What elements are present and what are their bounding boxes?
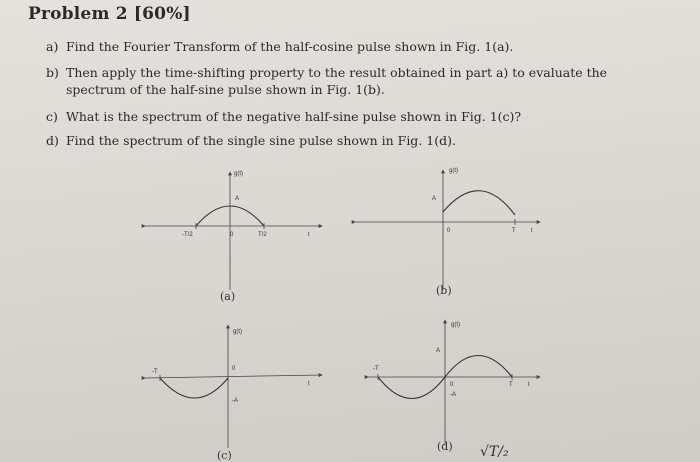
figure-b-amplitude: A xyxy=(432,196,437,202)
figure-d-negT: -T xyxy=(373,366,379,372)
figure-c-time-axis xyxy=(145,375,322,378)
figure-c-zero: 0 xyxy=(232,366,236,372)
figure-d-amplitude: A xyxy=(436,348,441,354)
question-c-label: c) xyxy=(46,109,58,124)
figure-d-t: t xyxy=(528,382,530,388)
question-d-label: d) xyxy=(46,133,59,148)
figure-d-ylabel: g(t) xyxy=(451,322,460,328)
figure-b-ylabel: g(t) xyxy=(449,168,458,174)
handwritten-note: √T/₂ xyxy=(480,444,509,460)
figure-b-caption: (b) xyxy=(436,284,452,297)
question-a-text: Find the Fourier Transform of the half-cosine pulse shown in Fig. 1(a). xyxy=(66,39,514,54)
question-a-label: a) xyxy=(46,39,59,54)
figure-d-zero: 0 xyxy=(450,382,454,388)
figure-a-amplitude: A xyxy=(235,196,240,202)
figure-c-ylabel: g(t) xyxy=(233,329,242,335)
figure-d-T: T xyxy=(509,382,513,388)
problem-title: Problem 2 [60%] xyxy=(28,4,191,24)
question-b-label: b) xyxy=(46,65,59,80)
figure-a-pos-half: T/2 xyxy=(258,232,267,238)
figure-a-neg-half: -T/2 xyxy=(182,232,193,238)
figure-c-negA: -A xyxy=(232,398,238,404)
figure-c-curve xyxy=(160,378,228,398)
question-b-continuation: spectrum of the half-sine pulse shown in Fig. 1(b). xyxy=(66,82,385,97)
question-d-text: Find the spectrum of the single sine pulse shown in Fig. 1(d). xyxy=(66,133,456,148)
question-b-text: Then apply the time-shifting property to the result obtained in part a) to evaluate the xyxy=(66,65,608,80)
figure-c-caption: (c) xyxy=(217,449,232,462)
figure-a-ylabel: g(t) xyxy=(234,171,243,177)
figure-b-T: T xyxy=(512,228,516,234)
figure-c-negT: -T xyxy=(152,369,158,375)
figure-b-zero: 0 xyxy=(447,228,451,234)
figure-b-curve xyxy=(443,191,515,215)
figure-d-caption: (d) xyxy=(437,440,453,453)
question-c-text: What is the spectrum of the negative half-sine pulse shown in Fig. 1(c)? xyxy=(66,109,522,124)
figure-c xyxy=(145,325,322,448)
figure-a-zero: 0 xyxy=(230,232,234,238)
figure-c-t: t xyxy=(308,381,310,387)
figure-a-t: t xyxy=(308,232,310,238)
figure-d-negA: -A xyxy=(450,392,456,398)
figure-d xyxy=(368,320,540,445)
figure-a-caption: (a) xyxy=(220,290,236,303)
figure-b-t: t xyxy=(531,228,533,234)
figure-a xyxy=(145,172,322,290)
